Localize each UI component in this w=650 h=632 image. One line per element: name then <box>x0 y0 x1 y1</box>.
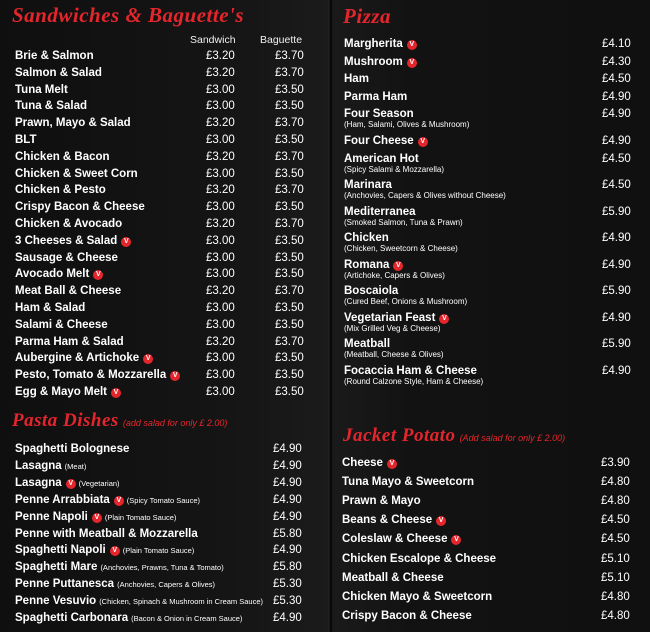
item-name-text: Chicken & Pesto <box>15 184 106 197</box>
sandwich-price: £3.20 <box>206 335 235 348</box>
item-name-text: Tuna Mayo & Sweetcorn <box>342 476 475 489</box>
baguette-price: £3.50 <box>275 369 304 382</box>
menu-item-row <box>342 570 634 587</box>
item-price: £5.10 <box>601 571 630 584</box>
item-price: £4.90 <box>602 134 631 147</box>
sandwich-price: £3.00 <box>206 201 235 214</box>
item-name <box>344 152 419 166</box>
item-name <box>15 149 110 166</box>
item-price: £5.30 <box>273 595 302 608</box>
item-price: £5.90 <box>602 205 631 218</box>
item-price: £4.90 <box>602 364 631 377</box>
item-description: (Vegetarian) <box>78 478 120 488</box>
baguette-price: £3.50 <box>275 251 304 264</box>
baguette-price: £3.50 <box>275 83 304 96</box>
item-name <box>15 441 129 458</box>
item-name-text: Tuna & Salad <box>15 100 87 113</box>
menu-item-row <box>15 98 320 115</box>
item-name <box>15 65 102 82</box>
item-price: £4.10 <box>602 38 631 50</box>
item-name-text: Chicken <box>344 232 389 244</box>
item-name-text: Salami & Cheese <box>15 318 108 331</box>
vegetarian-icon: V <box>439 314 449 324</box>
item-name <box>344 205 416 219</box>
item-price: £5.90 <box>602 338 631 350</box>
sandwich-price: £3.20 <box>206 117 235 130</box>
item-name-text: Marinara <box>344 179 392 191</box>
item-description: (Round Calzone Style, Ham & Cheese) <box>344 376 484 386</box>
item-description: (Artichoke, Capers & Olives) <box>344 270 445 280</box>
item-description: (Chicken, Spinach & Mushroom in Cream Sauce) <box>99 597 264 607</box>
item-name-text: Spaghetti Bolognese <box>15 443 130 455</box>
item-name-text: Chicken & Sweet Corn <box>15 167 138 180</box>
item-description: (Meat) <box>64 461 87 471</box>
item-description: (Plain Tomato Sauce) <box>104 512 177 522</box>
menu-item-row <box>342 512 634 529</box>
vegetarian-icon: V <box>393 261 403 271</box>
sandwich-price: £3.00 <box>206 369 235 382</box>
sandwich-price: £3.00 <box>206 83 235 96</box>
item-name-text: Avocado Melt <box>15 268 90 281</box>
item-name <box>15 576 215 593</box>
item-name <box>344 311 449 325</box>
menu-item-row <box>15 266 320 283</box>
vegetarian-icon: V <box>143 354 153 364</box>
sandwiches-heading: Sandwiches & Baguette's <box>12 3 245 27</box>
menu-item-row <box>15 48 320 65</box>
item-name <box>342 608 472 625</box>
item-name <box>15 115 131 132</box>
item-name-text: Salmon & Salad <box>15 66 102 79</box>
item-name <box>344 178 392 192</box>
menu-item-row <box>342 493 634 510</box>
item-name <box>15 250 118 267</box>
item-name <box>15 216 122 233</box>
item-name <box>342 455 397 472</box>
menu-item-row <box>15 350 320 367</box>
item-description: (Smoked Salmon, Tuna & Prawn) <box>344 217 463 227</box>
menu-item-row <box>15 199 320 216</box>
vegetarian-icon: V <box>407 58 417 68</box>
sandwich-price: £3.00 <box>206 268 235 281</box>
item-name-text: Four Season <box>344 108 414 121</box>
right-menu-panel <box>333 0 650 632</box>
sandwich-price: £3.00 <box>206 251 235 264</box>
item-name-text: Meatball <box>344 338 391 350</box>
item-name-text: Mediterranea <box>344 205 416 218</box>
menu-item-row <box>15 384 320 401</box>
item-price: £4.90 <box>273 493 302 506</box>
item-name-text: Chicken Escalope & Cheese <box>342 552 497 565</box>
item-price: £4.50 <box>601 514 630 527</box>
item-name <box>15 182 106 199</box>
baguette-price: £3.50 <box>275 134 304 146</box>
jacket-title: Jacket Potato <box>343 425 456 446</box>
item-name-text: Tuna Melt <box>15 83 68 96</box>
menu-item-row <box>15 233 320 250</box>
item-name <box>342 531 461 548</box>
baguette-price: £3.50 <box>275 318 304 331</box>
item-name <box>15 384 121 401</box>
item-name-text: Lasagna <box>15 459 62 472</box>
baguette-price: £3.70 <box>275 50 304 62</box>
item-name <box>342 493 421 510</box>
item-name-text: Crispy Bacon & Cheese <box>15 201 145 214</box>
baguette-price: £3.50 <box>275 268 304 281</box>
vegetarian-icon: V <box>121 237 131 247</box>
item-price: £4.90 <box>273 443 302 455</box>
item-name-text: Coleslaw & Cheese <box>342 533 448 546</box>
jacket-heading <box>343 425 565 447</box>
item-name-text: Margherita <box>344 38 403 50</box>
item-name <box>344 134 428 148</box>
vegetarian-icon: V <box>111 388 121 398</box>
sandwich-price: £3.20 <box>206 285 235 298</box>
menu-item-row <box>15 509 320 526</box>
item-price: £4.50 <box>601 533 630 546</box>
vegetarian-icon: V <box>418 137 428 147</box>
item-name-text: Boscaiola <box>344 285 399 297</box>
menu-item-row <box>15 334 320 351</box>
item-name <box>342 474 474 491</box>
item-price: £4.90 <box>273 459 302 472</box>
item-name <box>344 90 407 104</box>
menu-item-row <box>15 216 320 233</box>
menu-item-row <box>15 115 320 132</box>
item-name-text: Chicken & Bacon <box>15 150 110 163</box>
item-name <box>15 350 153 367</box>
item-name-text: Penne Arrabbiata <box>15 493 110 506</box>
item-name <box>15 82 68 99</box>
item-name-text: Chicken & Avocado <box>15 218 123 230</box>
item-price: £4.90 <box>602 258 631 271</box>
baguette-price: £3.50 <box>275 201 304 214</box>
sandwich-price: £3.00 <box>206 134 235 146</box>
item-name <box>15 509 176 526</box>
item-price: £4.50 <box>602 152 631 165</box>
item-name-text: Prawn & Mayo <box>342 495 421 508</box>
menu-item-row <box>15 250 320 267</box>
item-price: £4.80 <box>601 590 630 603</box>
item-name-text: Focaccia Ham & Cheese <box>344 364 477 377</box>
item-price: £4.50 <box>602 179 631 191</box>
item-name <box>15 542 194 559</box>
baguette-price: £3.50 <box>275 167 304 180</box>
sandwich-price: £3.00 <box>206 352 235 365</box>
item-name-text: Spaghetti Mare <box>15 561 98 574</box>
vegetarian-icon: V <box>93 270 103 280</box>
baguette-price: £3.70 <box>275 150 304 163</box>
item-name-text: Sausage & Cheese <box>15 251 118 264</box>
menu-item-row <box>15 132 320 149</box>
item-name-text: Brie & Salmon <box>15 50 94 62</box>
item-name <box>15 526 198 543</box>
item-name-text: Prawn, Mayo & Salad <box>15 117 131 130</box>
baguette-price: £3.70 <box>275 184 304 197</box>
vegetarian-icon: V <box>407 40 417 50</box>
item-name <box>342 570 444 587</box>
jacket-salad-note: (Add salad for only £ 2.00) <box>459 433 566 443</box>
item-name <box>15 458 86 475</box>
item-name <box>344 231 389 245</box>
item-description: (Cured Beef, Onions & Mushroom) <box>344 297 468 306</box>
item-name <box>15 300 85 317</box>
item-name-text: Penne Vesuvio <box>15 595 97 608</box>
baguette-price: £3.50 <box>275 100 304 113</box>
baguette-price: £3.50 <box>275 234 304 247</box>
menu-item-row <box>15 441 320 458</box>
item-name <box>342 512 446 529</box>
item-description: (Mix Grilled Veg & Cheese) <box>344 323 441 333</box>
item-description: (Spicy Salami & Mozzarella) <box>344 164 445 174</box>
item-name <box>15 48 94 65</box>
item-description: (Spicy Tomato Sauce) <box>126 495 201 505</box>
item-name-text: Crispy Bacon & Cheese <box>342 609 472 622</box>
item-name-text: Spaghetti Napoli <box>15 544 106 557</box>
item-description: (Meatball, Cheese & Olives) <box>344 350 444 359</box>
menu-item-row <box>15 82 320 99</box>
item-description: (Plain Tomato Sauce) <box>122 546 195 556</box>
menu-item-row <box>15 317 320 334</box>
menu-item-row <box>15 492 320 509</box>
vegetarian-icon: V <box>110 546 120 556</box>
item-name <box>344 284 398 298</box>
vegetarian-icon: V <box>451 535 461 545</box>
menu-item-row <box>15 300 320 317</box>
menu-item-row <box>15 166 320 183</box>
baguette-price: £3.70 <box>275 117 304 130</box>
item-name-text: Penne Puttanesca <box>15 578 115 591</box>
item-description: (Anchovies, Capers & Olives) <box>117 580 216 590</box>
baguette-price: £3.70 <box>275 285 304 298</box>
menu-item-row <box>15 542 320 559</box>
item-name-text: Meat Ball & Cheese <box>15 285 122 298</box>
item-name-text: Mushroom <box>344 55 403 68</box>
sandwich-price: £3.00 <box>206 318 235 331</box>
item-name <box>15 334 124 351</box>
item-price: £4.90 <box>602 108 631 121</box>
sandwich-column-header: Sandwich <box>190 34 236 46</box>
item-price: £4.90 <box>602 311 631 324</box>
item-name-text: Lasagna <box>15 476 62 489</box>
item-name <box>344 107 414 121</box>
item-name <box>342 589 492 606</box>
item-name-text: Penne Napoli <box>15 510 88 523</box>
item-price: £4.80 <box>601 476 630 489</box>
pasta-heading <box>12 410 227 432</box>
item-name-text: Ham <box>344 73 369 86</box>
sandwich-price: £3.20 <box>206 184 235 197</box>
item-name <box>15 559 224 576</box>
item-price: £4.30 <box>602 55 631 68</box>
item-name-text: BLT <box>15 134 37 146</box>
item-name-text: Ham & Salad <box>15 302 86 314</box>
item-price: £4.90 <box>602 90 631 103</box>
item-price: £4.80 <box>601 495 630 508</box>
baguette-price: £3.50 <box>275 302 304 314</box>
item-name-text: Meatball & Cheese <box>342 571 444 584</box>
item-name-text: Penne with Meatball & Mozzarella <box>15 527 198 540</box>
menu-item-row <box>15 458 320 475</box>
pasta-salad-note: (add salad for only £ 2.00) <box>122 418 228 428</box>
item-name-text: Romana <box>344 258 390 271</box>
item-name-text: Vegetarian Feast <box>344 311 436 324</box>
item-name <box>344 72 369 86</box>
item-description: (Bacon & Onion in Cream Sauce) <box>131 614 243 623</box>
item-description: (Chicken, Sweetcorn & Cheese) <box>344 244 458 253</box>
menu-item-row <box>15 65 320 82</box>
menu-item-row <box>15 367 320 384</box>
item-name-text: Spaghetti Carbonara <box>15 612 129 624</box>
menu-item-row <box>15 559 320 576</box>
item-name <box>15 266 103 283</box>
item-description: (Anchovies, Capers & Olives without Cheese) <box>344 191 506 200</box>
sandwich-price: £3.20 <box>206 66 235 79</box>
menu-item-row <box>342 531 634 548</box>
menu-item-row <box>342 455 634 472</box>
item-name <box>15 283 121 300</box>
sandwich-price: £3.20 <box>206 150 235 163</box>
baguette-price: £3.70 <box>275 218 304 230</box>
menu-item-row <box>15 526 320 543</box>
baguette-price: £3.70 <box>275 66 304 79</box>
item-name-text: Aubergine & Artichoke <box>15 352 140 365</box>
item-name-text: Four Cheese <box>344 134 414 147</box>
menu-item-row <box>15 149 320 166</box>
menu-item-row <box>342 608 634 625</box>
item-name <box>344 337 390 351</box>
item-description: (Anchovies, Prawns, Tuna & Tomato) <box>100 563 224 573</box>
item-name <box>342 551 496 568</box>
menu-item-row <box>342 474 634 491</box>
sandwich-price: £3.00 <box>206 167 235 180</box>
item-price: £5.90 <box>602 285 631 297</box>
sandwich-price: £3.00 <box>206 100 235 113</box>
item-price: £4.90 <box>602 232 631 244</box>
vegetarian-icon: V <box>66 479 76 489</box>
sandwich-price: £3.00 <box>206 386 235 398</box>
vegetarian-icon: V <box>170 371 180 381</box>
vegetarian-icon: V <box>114 496 124 506</box>
menu-item-row <box>342 589 634 606</box>
item-name <box>15 475 120 492</box>
pasta-title: Pasta Dishes <box>12 410 119 431</box>
item-name <box>15 492 200 509</box>
item-price: £4.90 <box>273 612 302 624</box>
item-name <box>344 258 403 272</box>
item-price: £5.80 <box>273 527 302 540</box>
item-name-text: 3 Cheeses & Salad <box>15 234 118 247</box>
item-price: £5.80 <box>273 561 302 574</box>
sandwich-price: £3.20 <box>206 50 235 62</box>
item-name-text: Egg & Mayo Melt <box>15 386 108 398</box>
item-name-text: Parma Ham <box>344 90 408 103</box>
item-name <box>15 233 131 250</box>
item-name-text: Beans & Cheese <box>342 514 433 527</box>
item-name <box>15 132 37 149</box>
baguette-price: £3.50 <box>275 386 304 398</box>
vegetarian-icon: V <box>387 459 397 469</box>
sandwich-price: £3.20 <box>206 218 235 230</box>
pizza-heading: Pizza <box>343 4 392 28</box>
menu-item-row <box>15 475 320 492</box>
item-price: £4.50 <box>602 73 631 86</box>
menu-item-row <box>15 610 320 627</box>
baguette-column-header: Baguette <box>260 34 303 46</box>
item-name-text: American Hot <box>344 152 419 165</box>
item-price: £4.90 <box>273 544 302 557</box>
item-name <box>344 37 417 51</box>
item-name <box>15 367 180 384</box>
item-name <box>15 98 87 115</box>
sandwich-price: £3.00 <box>206 234 235 247</box>
item-description: (Ham, Salami, Olives & Mushroom) <box>344 120 470 130</box>
item-name-text: Parma Ham & Salad <box>15 335 124 348</box>
baguette-price: £3.70 <box>275 335 304 348</box>
sandwich-price: £3.00 <box>206 302 235 314</box>
menu-item-row <box>15 283 320 300</box>
item-name <box>15 199 145 216</box>
item-name <box>344 364 477 378</box>
baguette-price: £3.50 <box>275 352 304 365</box>
item-name <box>15 610 242 627</box>
item-name <box>344 55 417 69</box>
item-price: £5.10 <box>601 552 630 565</box>
item-name <box>15 317 108 334</box>
item-name-text: Cheese <box>342 457 383 469</box>
vegetarian-icon: V <box>436 516 446 526</box>
item-name <box>15 166 138 183</box>
item-price: £3.90 <box>601 457 630 469</box>
item-name-text: Chicken Mayo & Sweetcorn <box>342 590 493 603</box>
item-price: £5.30 <box>273 578 302 591</box>
menu-item-row <box>15 593 320 610</box>
item-price: £4.90 <box>273 476 302 489</box>
item-name <box>15 593 263 610</box>
vegetarian-icon: V <box>92 513 102 523</box>
item-price: £4.80 <box>601 609 630 622</box>
menu-item-row <box>15 182 320 199</box>
item-price: £4.90 <box>273 510 302 523</box>
menu-item-row <box>15 576 320 593</box>
item-name-text: Pesto, Tomato & Mozzarella <box>15 369 167 382</box>
menu-item-row <box>342 551 634 568</box>
